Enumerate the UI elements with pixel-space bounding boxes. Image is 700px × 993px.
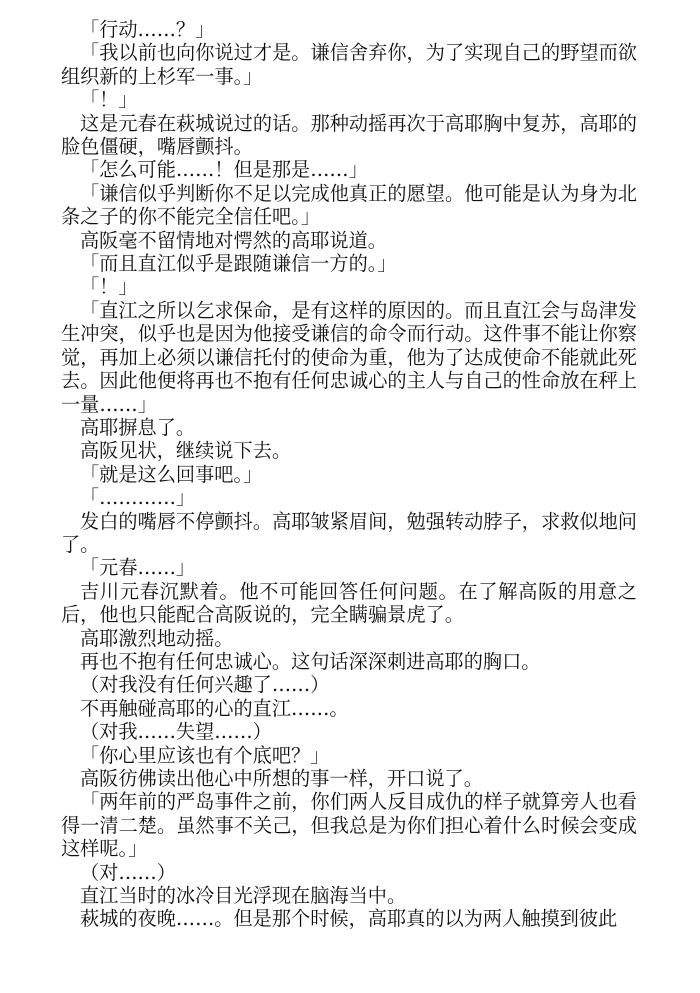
paragraph: 再也不抱有任何忠诚心。这句话深深刺进高耶的胸口。 xyxy=(80,649,541,673)
paragraph: 「我以前也向你说过才是。谦信舍弃你，为了实现自己的野望而欲组织新的上杉军一事。」 xyxy=(61,41,637,88)
paragraph: 「两年前的严岛事件之前，你们两人反目成仇的样子就算旁人也看得一清二楚。虽然事不关己，但我总是为你们担心着什么时候会变成这样呢。」 xyxy=(61,790,637,861)
paragraph: 高耶激烈地动摇。 xyxy=(80,626,234,650)
paragraph: 「谦信似乎判断你不足以完成他真正的愿望。他可能是认为身为北条之子的你不能完全信任吧。」 xyxy=(61,181,637,229)
paragraph: 「就是这么回事吧。」 xyxy=(80,462,263,486)
paragraph: 高阪毫不留情地对愕然的高耶说道。 xyxy=(80,228,387,252)
paragraph: （对我没有任何兴趣了……） xyxy=(80,673,330,697)
paragraph: 「！」 xyxy=(80,275,138,299)
paragraph: 吉川元春沉默着。他不可能回答任何问题。在了解高阪的用意之后，他也只能配合高阪说的，完全瞒骗景虎了。 xyxy=(61,579,637,627)
paragraph: 「！」 xyxy=(80,88,138,112)
paragraph: 高阪彷佛读出他心中所想的事一样，开口说了。 xyxy=(80,767,483,790)
paragraph: 「行动……？」 xyxy=(80,18,215,41)
paragraph: 「怎么可能……！但是那是……」 xyxy=(80,158,368,182)
paragraph: 「你心里应该也有个底吧？」 xyxy=(80,743,330,767)
paragraph: 「而且直江似乎是跟随谦信一方的。」 xyxy=(80,252,397,276)
paragraph: 萩城的夜晚……。但是那个时候，高耶真的以为两人触摸到彼此 xyxy=(80,907,618,931)
paragraph: （对……） xyxy=(80,860,176,884)
paragraph: 「直江之所以乞求保命，是有这样的原因的。而且直江会与岛津发生冲突，似乎也是因为他接受谦信的命令而行动。这件事不能让你察觉，再加上必须以谦信托付的使命为重，他为了达成使命不能就此死去。因此他便将再也不抱有任何忠诚心的主人与自己的性命放在秤上一量……」 xyxy=(61,298,637,416)
paragraph: 发白的嘴唇不停颤抖。高耶皱紧眉间，勉强转动脖子，求救似地问了。 xyxy=(61,509,637,556)
paragraph: 「元春……」 xyxy=(80,556,196,580)
paragraph: 高耶摒息了。 xyxy=(80,415,196,439)
paragraph: 「…………」 xyxy=(80,486,196,510)
paragraph: 直江当时的冰冷目光浮现在脑海当中。 xyxy=(80,884,407,908)
page-body xyxy=(61,18,637,931)
paragraph: 不再触碰高耶的心的直江……。 xyxy=(80,696,349,720)
paragraph: （对我……失望……） xyxy=(80,720,272,744)
paragraph: 这是元春在萩城说过的话。那种动摇再次于高耶胸中复苏，高耶的脸色僵硬，嘴唇颤抖。 xyxy=(61,111,637,159)
paragraph: 高阪见状，继续说下去。 xyxy=(80,439,292,463)
